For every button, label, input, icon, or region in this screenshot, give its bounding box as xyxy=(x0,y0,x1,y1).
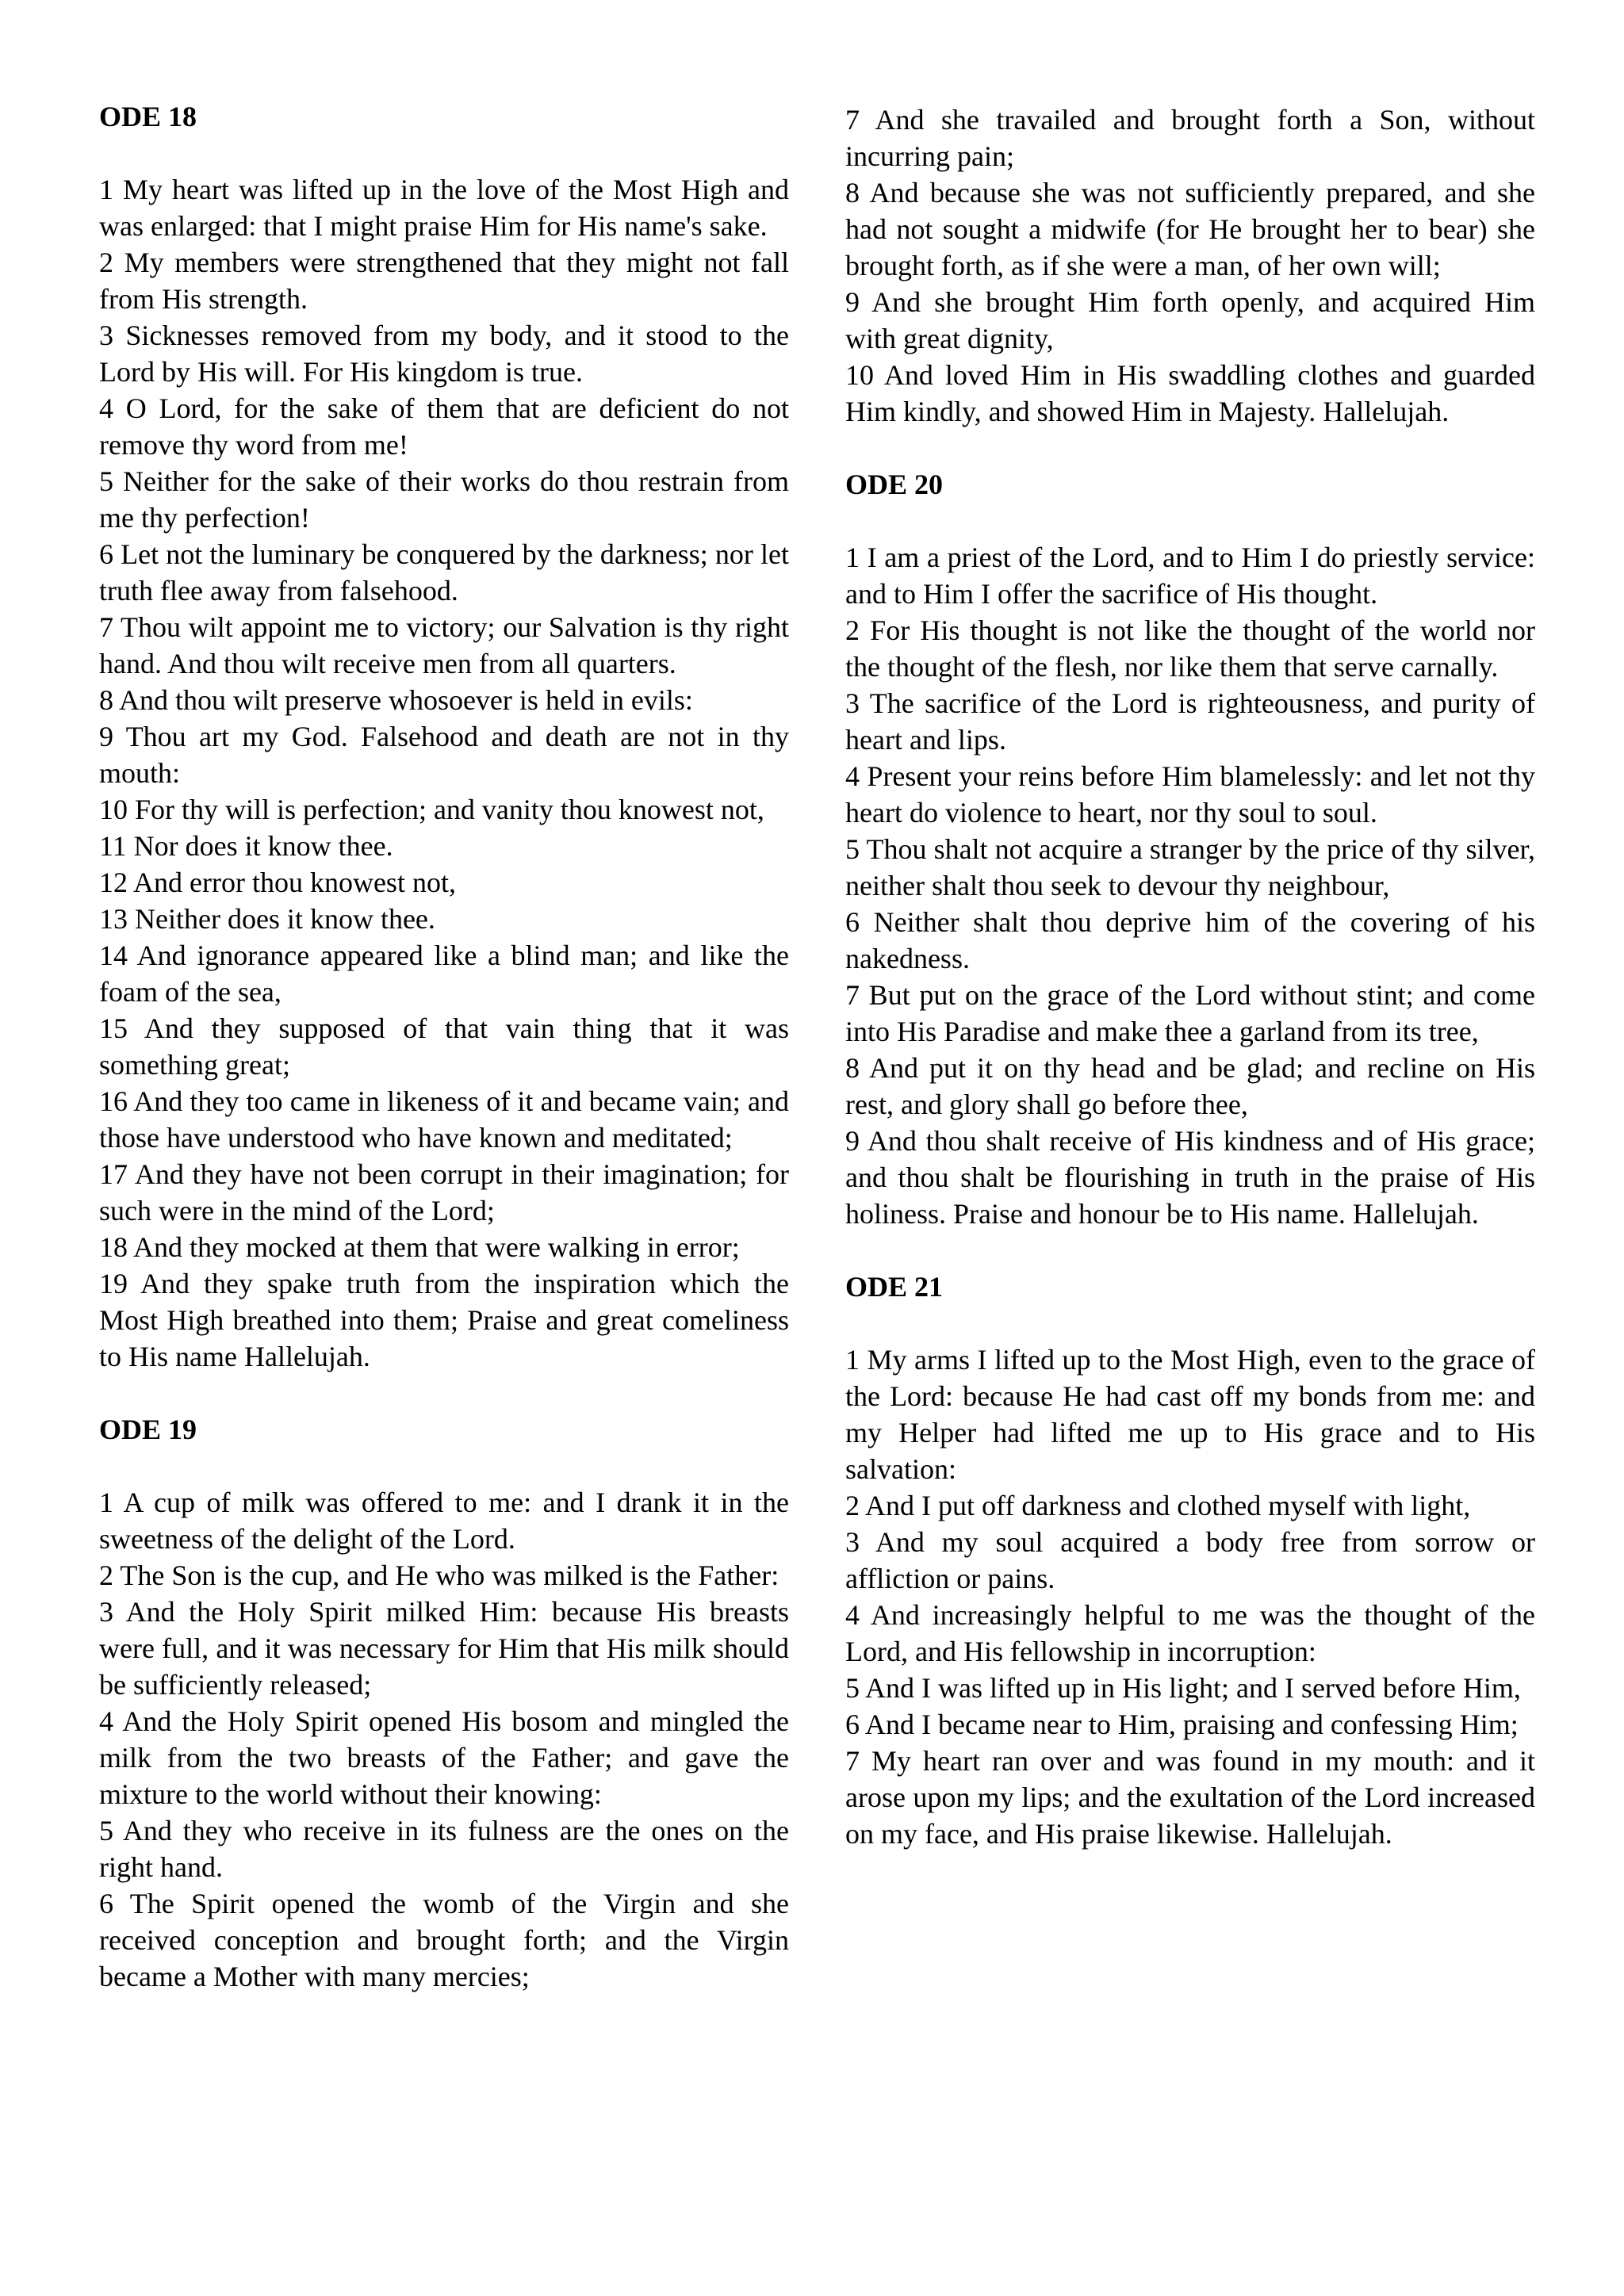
verse: 6 The Spirit opened the womb of the Virgin and she received conception and brought forth; and the Virgin became a Mother with many mercies; xyxy=(99,1888,789,1992)
ode-19-title: ODE 19 xyxy=(99,1414,197,1445)
verse: 16 And they too came in likeness of it and became vain; and those have understood who have known and meditated; xyxy=(99,1085,789,1154)
verse: 6 Let not the luminary be conquered by the darkness; nor let truth flee away from falsehood. xyxy=(99,538,789,607)
ode-21-section xyxy=(845,1269,1535,1852)
verse: 11 Nor does it know thee. xyxy=(99,830,393,862)
verse: 10 For thy will is perfection; and vanity thou knowest not, xyxy=(99,794,764,825)
verse: 3 The sacrifice of the Lord is righteousness, and purity of heart and lips. xyxy=(845,687,1535,756)
verse: 9 And thou shalt receive of His kindness and of His grace; and thou shalt be flourishing in truth in the praise of His holiness. Praise and honour be to His name. Hallelujah. xyxy=(845,1125,1535,1230)
verse: 9 Thou art my God. Falsehood and death are not in thy mouth: xyxy=(99,721,789,789)
ode-19-verses xyxy=(99,1484,789,1995)
verse: 4 And increasingly helpful to me was the thought of the Lord, and His fellowship in incorruption: xyxy=(845,1599,1535,1667)
verse: 12 And error thou knowest not, xyxy=(99,867,456,898)
ode-20-title: ODE 20 xyxy=(845,469,944,500)
ode-18-verses xyxy=(99,171,789,1375)
verse: 15 And they supposed of that vain thing that it was something great; xyxy=(99,1012,789,1081)
verse: 7 My heart ran over and was found in my mouth: and it arose upon my lips; and the exultation of the Lord increased on my face, and His praise likewise. Hallelujah. xyxy=(845,1745,1535,1850)
right-column xyxy=(845,101,1535,1888)
verse: 5 And I was lifted up in His light; and I served before Him, xyxy=(845,1672,1521,1704)
verse: 5 Neither for the sake of their works do thou restrain from me thy perfection! xyxy=(99,465,789,534)
verse: 4 Present your reins before Him blamelessly: and let not thy heart do violence to heart, nor thy soul to soul. xyxy=(845,760,1535,828)
verse: 5 Thou shalt not acquire a stranger by the price of thy silver, neither shalt thou seek to devour thy neighbour, xyxy=(845,833,1535,901)
verse: 3 Sicknesses removed from my body, and it stood to the Lord by His will. For His kingdom is true. xyxy=(99,320,789,388)
ode-21-verses xyxy=(845,1341,1535,1852)
ode-21-title: ODE 21 xyxy=(845,1271,944,1303)
verse: 2 The Son is the cup, and He who was milked is the Father: xyxy=(99,1559,779,1591)
verse: 3 And the Holy Spirit milked Him: because His breasts were full, and it was necessary for Him that His milk should be sufficiently released; xyxy=(99,1596,789,1701)
verse: 7 But put on the grace of the Lord without stint; and come into His Paradise and make thee a garland from its tree, xyxy=(845,979,1535,1047)
verse: 2 For His thought is not like the thought of the world nor the thought of the flesh, nor like them that serve carnally. xyxy=(845,614,1535,683)
verse: 19 And they spake truth from the inspiration which the Most High breathed into them; Praise and great comeliness to His name Hallelujah. xyxy=(99,1268,789,1372)
verse: 14 And ignorance appeared like a blind man; and like the foam of the sea, xyxy=(99,939,789,1008)
ode-19-continued-verses xyxy=(845,101,1535,430)
left-column xyxy=(99,98,789,2031)
verse: 4 And the Holy Spirit opened His bosom and mingled the milk from the two breasts of the Father; and gave the mixture to the world without their knowing: xyxy=(99,1705,789,1810)
verse: 9 And she brought Him forth openly, and acquired Him with great dignity, xyxy=(845,286,1535,354)
verse: 2 And I put off darkness and clothed myself with light, xyxy=(845,1490,1471,1521)
verse: 8 And because she was not sufficiently prepared, and she had not sought a midwife (for He brought her to bear) she brought forth, as if she were a man, of her own will; xyxy=(845,177,1535,281)
verse: 5 And they who receive in its fulness are the ones on the right hand. xyxy=(99,1815,789,1883)
verse: 18 And they mocked at them that were walking in error; xyxy=(99,1231,740,1263)
verse: 1 I am a priest of the Lord, and to Him I do priestly service: and to Him I offer the sacrifice of His thought. xyxy=(845,541,1535,610)
verse: 13 Neither does it know thee. xyxy=(99,903,435,935)
ode-18-title: ODE 18 xyxy=(99,101,197,132)
ode-20-section xyxy=(845,466,1535,1232)
verse: 8 And put it on thy head and be glad; and recline on His rest, and glory shall go before thee, xyxy=(845,1052,1535,1120)
ode-19-continued-section xyxy=(845,101,1535,430)
verse: 17 And they have not been corrupt in their imagination; for such were in the mind of the Lord; xyxy=(99,1158,789,1226)
verse: 10 And loved Him in His swaddling clothes and guarded Him kindly, and showed Him in Majesty. Hallelujah. xyxy=(845,359,1535,427)
verse: 2 My members were strengthened that they might not fall from His strength. xyxy=(99,247,789,315)
verse: 8 And thou wilt preserve whosoever is held in evils: xyxy=(99,684,693,716)
verse: 6 And I became near to Him, praising and confessing Him; xyxy=(845,1709,1519,1740)
verse: 6 Neither shalt thou deprive him of the covering of his nakedness. xyxy=(845,906,1535,974)
verse: 7 And she travailed and brought forth a Son, without incurring pain; xyxy=(845,104,1535,172)
verse: 7 Thou wilt appoint me to victory; our Salvation is thy right hand. And thou wilt receive men from all quarters. xyxy=(99,611,789,679)
ode-18-section xyxy=(99,98,789,1375)
verse: 4 O Lord, for the sake of them that are deficient do not remove thy word from me! xyxy=(99,392,789,461)
verse: 1 A cup of milk was offered to me: and I drank it in the sweetness of the delight of the Lord. xyxy=(99,1487,789,1555)
verse: 3 And my soul acquired a body free from sorrow or affliction or pains. xyxy=(845,1526,1535,1594)
verse: 1 My heart was lifted up in the love of the Most High and was enlarged: that I might praise Him for His name's sake. xyxy=(99,174,789,242)
ode-20-verses xyxy=(845,539,1535,1232)
verse: 1 My arms I lifted up to the Most High, even to the grace of the Lord: because He had cast off my bonds from me: and my Helper had lifted me up to His grace and to His salvation: xyxy=(845,1344,1535,1485)
ode-19-section xyxy=(99,1411,789,1995)
